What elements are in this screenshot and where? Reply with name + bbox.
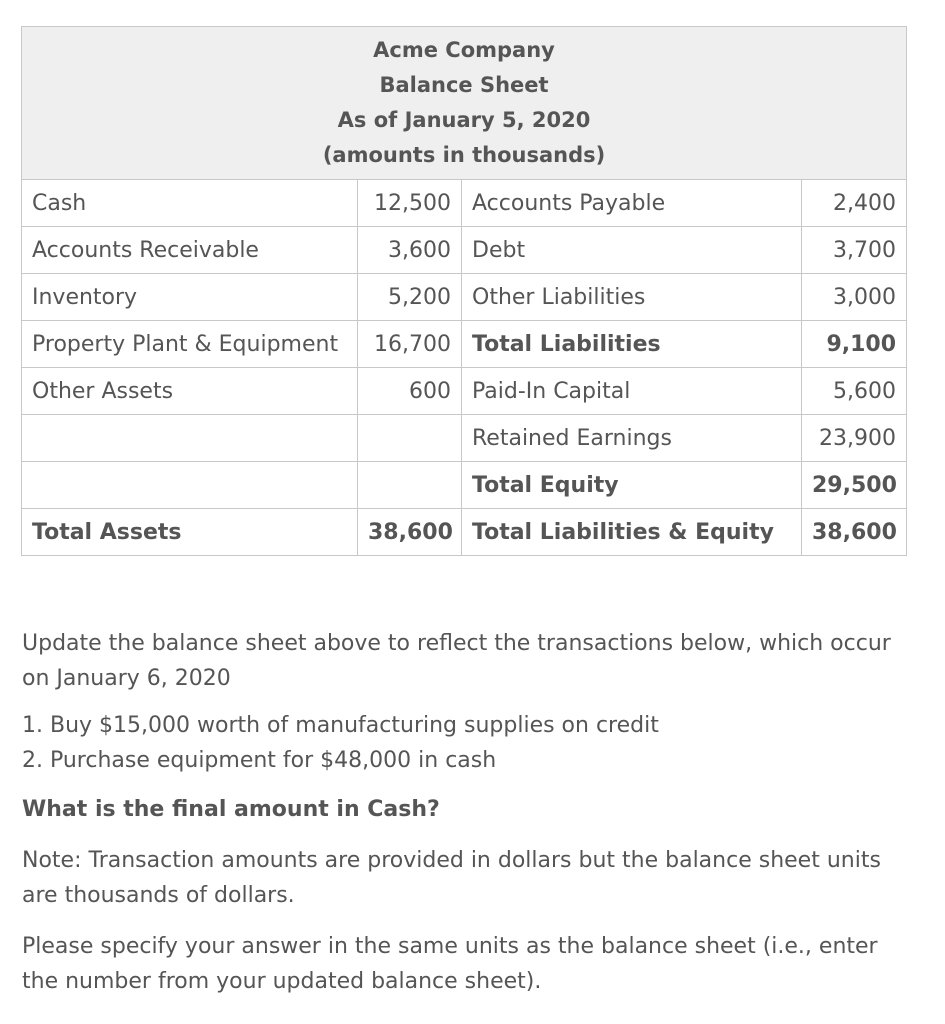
asset-label: Other Assets [22,368,358,415]
liability-label: Debt [462,227,802,274]
asset-label [22,415,358,462]
asset-label: Cash [22,180,358,227]
table-row [22,274,907,321]
asset-value: 12,500 [358,180,462,227]
liability-label: Paid-In Capital [462,368,802,415]
question-section [22,626,912,999]
table-row [22,415,907,462]
asset-value [358,462,462,509]
total-liabilities-value: 9,100 [802,321,907,368]
table-row [22,462,907,509]
total-equity-value: 29,500 [802,462,907,509]
asset-label [22,462,358,509]
asset-value: 3,600 [358,227,462,274]
asset-value: 600 [358,368,462,415]
table-row [22,321,907,368]
statement-units: (amounts in thousands) [322,143,606,167]
asset-value [358,415,462,462]
balance-sheet-header [22,27,907,180]
liability-value: 3,000 [802,274,907,321]
liability-value: 3,700 [802,227,907,274]
table-row [22,509,907,556]
statement-date: As of January 5, 2020 [337,108,591,132]
question-prompt: What is the final amount in Cash? [22,797,440,822]
list-item: 2. Purchase equipment for $48,000 in cash [22,748,497,773]
asset-value: 16,700 [358,321,462,368]
total-assets-value: 38,600 [358,509,462,556]
question-instruction: Please specify your answer in the same units as the balance sheet (i.e., enter the number from your updated balance sheet). [22,934,878,994]
statement-title: Balance Sheet [379,73,549,97]
table-row [22,180,907,227]
question-intro: Update the balance sheet above to reflect the transactions below, which occur on January 6, 2020 [22,631,891,691]
total-liabilities-equity-label: Total Liabilities & Equity [462,509,802,556]
balance-sheet-header-row [22,27,907,180]
total-equity-label: Total Equity [462,462,802,509]
liability-value: 5,600 [802,368,907,415]
liability-value: 2,400 [802,180,907,227]
liability-label: Other Liabilities [462,274,802,321]
balance-sheet-table [21,26,907,556]
liability-label: Retained Earnings [462,415,802,462]
company-name: Acme Company [373,38,555,62]
list-item: 1. Buy $15,000 worth of manufacturing supplies on credit [22,713,659,738]
question-note: Note: Transaction amounts are provided in dollars but the balance sheet units are thousands of dollars. [22,848,881,908]
transaction-list [22,708,912,778]
liability-label: Accounts Payable [462,180,802,227]
asset-label: Property Plant & Equipment [22,321,358,368]
asset-value: 5,200 [358,274,462,321]
table-row [22,368,907,415]
table-row [22,227,907,274]
total-assets-label: Total Assets [22,509,358,556]
asset-label: Accounts Receivable [22,227,358,274]
asset-label: Inventory [22,274,358,321]
liability-value: 23,900 [802,415,907,462]
total-liabilities-label: Total Liabilities [462,321,802,368]
total-liabilities-equity-value: 38,600 [802,509,907,556]
